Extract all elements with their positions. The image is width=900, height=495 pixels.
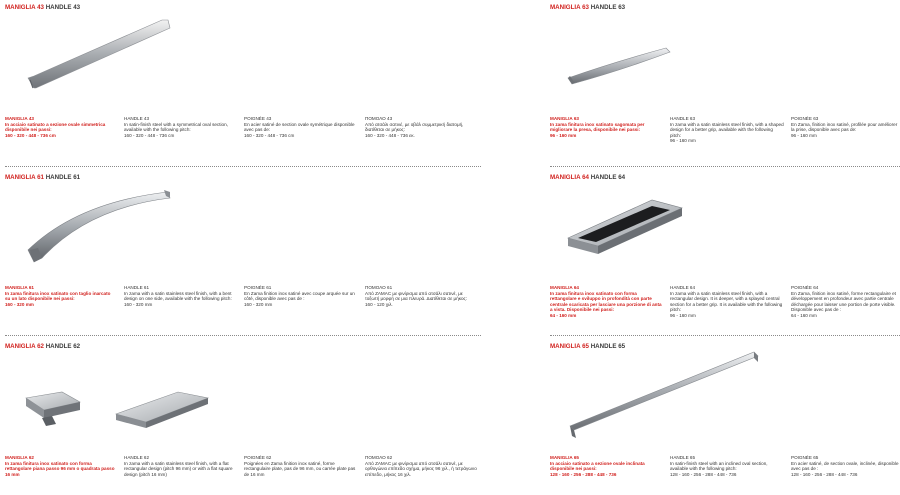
section-64-en-text: In zama with a satin stainless steel finish, with a rectangular design. It is deeper, with a splayed central section for a better grip. It is available with the following pitch:	[670, 290, 783, 313]
section-61-it-name: MANIGLIA 61	[5, 285, 34, 290]
separator-left-1	[5, 166, 481, 167]
handle-62-square-image	[22, 388, 84, 430]
section-62-it-text: In zama finitura inox satinato con forma rettangolare piana passo 96 mm o quadrata passo 16 mm	[5, 460, 115, 477]
section-43-gr-text: Από ατσάλι σατινέ, με οβάλ συμμετρική διατομή, διατίθεται σε μήκος:	[365, 121, 464, 133]
section-62-en-text: In zama with a satin stainless steel finish, with a flat rectangular design (pitch 96 mm) or with a flat square design (pitch 16 mm)	[124, 460, 233, 477]
section-61-en-sizes: 160 - 320 mm	[124, 301, 153, 307]
handle-65-image	[560, 350, 770, 446]
section-62-gr-text: Από ZAMAC με φινίρισμα από ατσάλι σατινέ, με ορθογώνιο επίπεδο σχήμα, μήκος 96 χιλ., ή τετράγωνο επίπεδο, μήκος 16 χιλ.	[365, 460, 477, 477]
section-65-fr-name: POIGNÉE 65	[791, 455, 819, 460]
section-65-en	[670, 455, 784, 477]
section-63-en-name: HANDLE 63	[670, 116, 696, 121]
section-43-title	[5, 4, 80, 11]
section-65-it	[550, 455, 664, 477]
handle-62-rect-image	[112, 386, 212, 436]
section-61-fr-text: En Zama finition inox satiné avec coupe arquée sur un côté, disponible avec pas de :	[244, 290, 355, 302]
section-62-en	[124, 455, 238, 477]
section-62-it	[5, 455, 117, 477]
section-61-fr-sizes: 160 - 320 mm	[244, 301, 273, 307]
section-62-it-name: MANIGLIA 62	[5, 455, 34, 460]
separator-right-1	[550, 166, 900, 167]
section-43-title-en: HANDLE 43	[45, 4, 81, 11]
handle-64-image	[566, 196, 686, 260]
section-61-en-text: In zama with a satin stainless steel finish, with a bent design on one side, available with the following pitch:	[124, 290, 232, 302]
section-62-fr	[244, 455, 358, 477]
section-63-title-it: MANIGLIA 63	[550, 4, 589, 11]
section-64-en-name: HANDLE 64	[670, 285, 696, 290]
section-63-it	[550, 116, 664, 138]
section-65-it-sizes: 128 - 160 - 256 - 288 - 448 - 736	[550, 471, 617, 477]
section-63-en	[670, 116, 784, 144]
section-65-title-en: HANDLE 65	[590, 343, 626, 350]
handle-43-image	[20, 14, 175, 94]
section-63-it-sizes: 96 - 160 mm	[550, 132, 577, 138]
section-43-en-name: HANDLE 43	[124, 116, 150, 121]
section-43-gr-name: ΠΟΜΟΛΟ 43	[365, 116, 393, 121]
section-62-en-name: HANDLE 62	[124, 455, 150, 460]
section-64-title-it: MANIGLIA 64	[550, 174, 589, 181]
section-43-it	[5, 116, 117, 138]
section-61-title-en: HANDLE 61	[45, 174, 81, 181]
section-43-gr-sizes: 160 - 320 - 448 - 736 εκ.	[365, 132, 415, 138]
section-64-it	[550, 285, 664, 319]
section-63-title	[550, 4, 625, 11]
section-65-title-it: MANIGLIA 65	[550, 343, 589, 350]
section-65-fr-sizes: 128 - 160 - 256 - 288 - 448 - 736	[791, 471, 858, 477]
section-65-it-name: MANIGLIA 65	[550, 455, 579, 460]
section-65-fr-text: En acier satiné, de section ovale, inclinée, disponible avec pas de :	[791, 460, 899, 472]
section-62-title-it: MANIGLIA 62	[5, 343, 44, 350]
section-64-it-name: MANIGLIA 64	[550, 285, 579, 290]
section-64-it-text: In zama finitura inox satinato con forma rettangolare e sviluppo in profondità con parte centrale scaricata per lasciare una porzione di anta a vista. Disponibile nei passi:	[550, 290, 662, 313]
section-62-title-en: HANDLE 62	[45, 343, 81, 350]
section-61-it-text: In zama finitura inox satinato con taglio inarcato su un lato disponibile nei passi:	[5, 290, 111, 302]
section-43-en	[124, 116, 238, 138]
section-63-en-text: In zama with a satin stainless steel finish, with a shaped design for a better grip, available with the following pitch:	[670, 121, 784, 138]
section-63-it-name: MANIGLIA 63	[550, 116, 579, 121]
section-61-fr	[244, 285, 358, 307]
section-63-fr	[791, 116, 899, 138]
section-63-fr-text: En Zama, finition inox satiné, profilée pour améliorer la prise, disponible avec pas de:	[791, 121, 898, 133]
section-64-it-sizes: 64 - 160 mm	[550, 312, 577, 318]
section-61-fr-name: POIGNÉE 61	[244, 285, 272, 290]
section-65-en-name: HANDLE 65	[670, 455, 696, 460]
section-64-fr-sizes: 64 - 160 mm	[791, 312, 817, 318]
section-43-it-text: In acciaio satinato a sezione ovale simmetrica disponibile nei passi:	[5, 121, 106, 133]
handle-61-image	[18, 186, 178, 266]
section-64-en	[670, 285, 784, 319]
section-62-title	[5, 343, 80, 350]
separator-right-2	[550, 335, 900, 336]
section-63-it-text: In zama finitura inox satinato sagomata per migliorare la presa, disponibile nei passi:	[550, 121, 645, 133]
section-63-fr-sizes: 96 - 160 mm	[791, 132, 817, 138]
section-61-gr	[365, 285, 477, 307]
section-65-en-sizes: 128 - 160 - 256 - 288 - 448 - 736	[670, 471, 737, 477]
section-61-it	[5, 285, 117, 307]
section-61-en-name: HANDLE 61	[124, 285, 150, 290]
section-61-it-sizes: 160 - 320 mm	[5, 301, 34, 307]
section-62-fr-text: Poignées en Zama finition inox satiné, forme rectangulaire plate, pas de 96 mm, ou carrée plate pas de 16 mm	[244, 460, 356, 477]
section-61-gr-name: ΠΟΜΟΛΟ 61	[365, 285, 393, 290]
section-61-en	[124, 285, 238, 307]
section-64-fr-name: POIGNÉE 64	[791, 285, 819, 290]
section-61-title	[5, 174, 80, 181]
section-62-fr-name: POIGNÉE 62	[244, 455, 272, 460]
section-43-fr-text: En acier satiné de section ovale symétrique disponible avec pas de:	[244, 121, 355, 133]
section-63-title-en: HANDLE 63	[590, 4, 626, 11]
section-65-title	[550, 343, 625, 350]
section-43-it-name: MANIGLIA 43	[5, 116, 34, 121]
section-43-fr	[244, 116, 358, 138]
section-43-en-text: In satin-finish steel with a symmetrical oval section, available with the following pitch:	[124, 121, 228, 133]
section-63-en-sizes: 96 - 160 mm	[670, 138, 696, 144]
separator-left-2	[5, 335, 481, 336]
section-64-title	[550, 174, 625, 181]
section-43-fr-name: POIGNÉE 43	[244, 116, 272, 121]
section-61-gr-sizes: 160 - 120 χιλ.	[365, 301, 393, 307]
section-43-it-sizes: 160 - 320 - 448 - 736 cm	[5, 132, 56, 138]
section-65-en-text: In satin-finish steel with an inclined oval section, available with the following pitch:	[670, 460, 768, 472]
section-43-title-it: MANIGLIA 43	[5, 4, 44, 11]
section-64-fr	[791, 285, 899, 319]
handle-63-image	[566, 44, 672, 90]
section-63-fr-name: POIGNÉE 63	[791, 116, 819, 121]
section-61-gr-text: Από ZAMAC με φινίρισμα από ατσάλι σατινέ, με τοξωτή μορφή σε μια πλευρά. Διατίθεται σε μήκος:	[365, 290, 468, 302]
section-61-title-it: MANIGLIA 61	[5, 174, 44, 181]
section-65-it-text: In acciaio satinato a sezione ovale inclinata disponibile nei passi:	[550, 460, 645, 472]
section-62-gr-name: ΠΟΜΟΛΟ 62	[365, 455, 393, 460]
section-62-gr	[365, 455, 477, 477]
section-65-fr	[791, 455, 899, 477]
section-64-fr-text: En Zama, finition inox satiné, forme rectangulaire et développement en profondeur avec partie centrale déchargée pour laisser une portion de porte visible. Disponible avec pas de :	[791, 290, 896, 313]
section-64-en-sizes: 96 - 160 mm	[670, 312, 696, 318]
section-64-title-en: HANDLE 64	[590, 174, 626, 181]
section-43-gr	[365, 116, 477, 138]
section-43-fr-sizes: 160 - 320 - 448 - 736 cm	[244, 132, 295, 138]
section-43-en-sizes: 160 - 320 - 448 - 736 cm	[124, 132, 175, 138]
